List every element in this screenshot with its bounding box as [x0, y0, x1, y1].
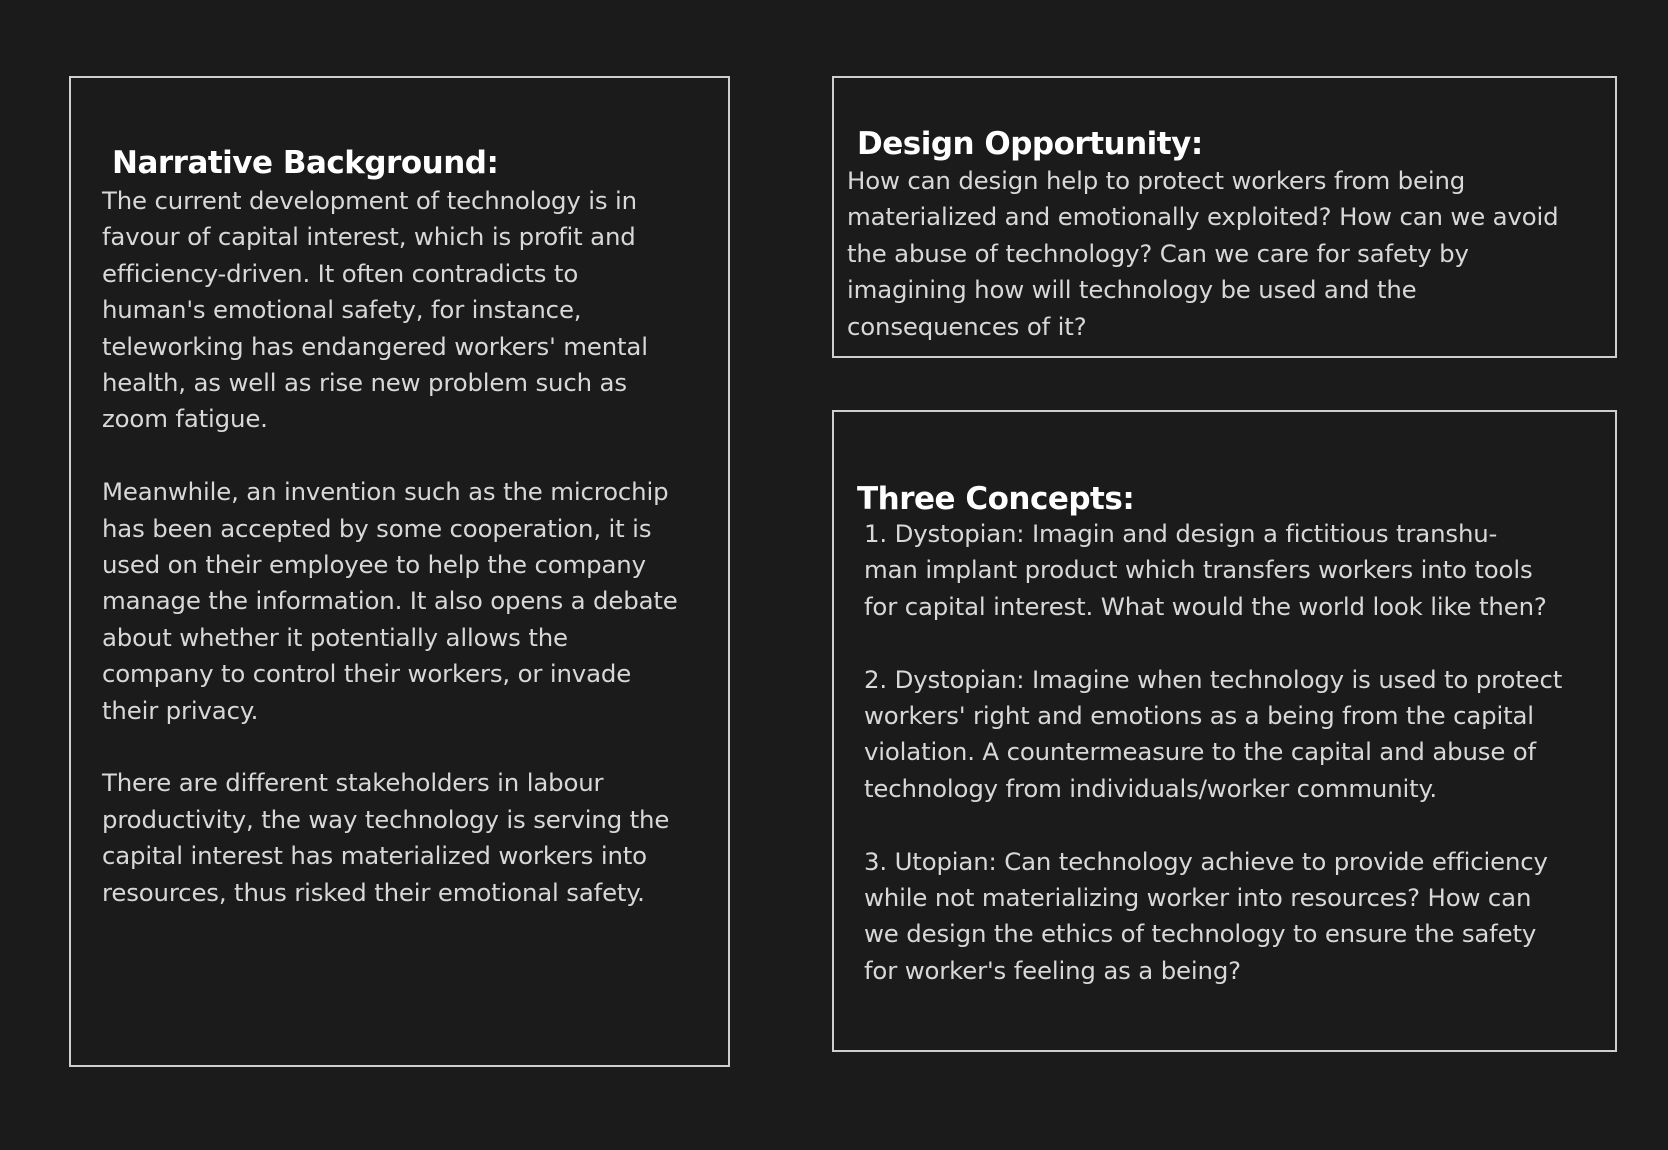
text-line: 1. Dystopian: Imagin and design a fictitious transhu-	[864, 519, 1498, 548]
concept-item-1	[864, 516, 1562, 625]
text-line: their privacy.	[102, 695, 259, 725]
text-line: teleworking has endangered workers' mental	[102, 331, 648, 361]
three-concepts-panel	[832, 410, 1617, 1052]
text-line: Meanwhile, an invention such as the microchip	[102, 477, 669, 507]
three-concepts-heading: Three Concepts:	[857, 481, 1135, 517]
text-line: The current development of technology is in	[102, 186, 637, 215]
text-line: favour of capital interest, which is profit and	[102, 222, 636, 252]
text-line: 3. Utopian: Can technology achieve to provide efficiency	[864, 846, 1548, 876]
concept-item-2	[864, 662, 1562, 808]
narrative-background-heading: Narrative Background:	[112, 145, 499, 181]
text-line: resources, thus risked their emotional safety.	[102, 877, 645, 907]
text-line: workers' right and emotions as a being from the capital	[864, 701, 1534, 731]
text-line: materialized and emotionally exploited? How can we avoid	[847, 202, 1559, 232]
text-line: manage the information. It also opens a debate	[102, 586, 678, 616]
text-line: imagining how will technology be used and the	[847, 275, 1417, 305]
paragraph-gap	[102, 729, 678, 765]
text-line: technology from individuals/worker community.	[864, 773, 1438, 803]
paragraph-gap	[864, 807, 1562, 843]
design-opportunity-panel	[832, 76, 1617, 358]
text-line: 2. Dystopian: Imagine when technology is used to protect	[864, 664, 1563, 694]
text-line: man implant product which transfers workers into tools	[864, 555, 1533, 585]
text-line: for worker's feeling as a being?	[864, 955, 1241, 985]
text-line: about whether it potentially allows the	[102, 622, 568, 652]
text-line: the abuse of technology? Can we care for safety by	[847, 238, 1469, 268]
text-line: health, as well as rise new problem such as	[102, 368, 627, 398]
concept-item-3	[864, 844, 1562, 990]
text-line: we design the ethics of technology to ensure the safety	[864, 919, 1537, 949]
paragraph-gap	[864, 625, 1562, 661]
text-line: for capital interest. What would the world look like then?	[864, 591, 1547, 621]
narrative-background-text	[102, 183, 678, 911]
text-line: How can design help to protect workers from being	[847, 166, 1466, 195]
text-line: productivity, the way technology is serving the	[102, 804, 670, 834]
narrative-paragraph-3	[102, 765, 678, 911]
narrative-paragraph-1	[102, 183, 678, 438]
three-concepts-text	[864, 516, 1562, 989]
text-line: consequences of it?	[847, 311, 1087, 341]
text-line: efficiency-driven. It often contradicts to	[102, 258, 579, 288]
narrative-paragraph-2	[102, 474, 678, 729]
text-line: human's emotional safety, for instance,	[102, 295, 582, 325]
design-opportunity-text	[847, 163, 1558, 345]
text-line: There are different stakeholders in labour	[102, 768, 604, 798]
text-line: violation. A countermeasure to the capital and abuse of	[864, 737, 1536, 767]
design-opportunity-heading: Design Opportunity:	[857, 126, 1203, 162]
text-line: has been accepted by some cooperation, it is	[102, 513, 652, 543]
text-line: zoom fatigue.	[102, 404, 268, 434]
text-line: used on their employee to help the company	[102, 550, 646, 580]
narrative-background-panel	[69, 76, 730, 1067]
paragraph-gap	[102, 438, 678, 474]
text-line: company to control their workers, or invade	[102, 659, 632, 689]
text-line: capital interest has materialized workers into	[102, 841, 647, 871]
text-line: while not materializing worker into resources? How can	[864, 883, 1532, 913]
